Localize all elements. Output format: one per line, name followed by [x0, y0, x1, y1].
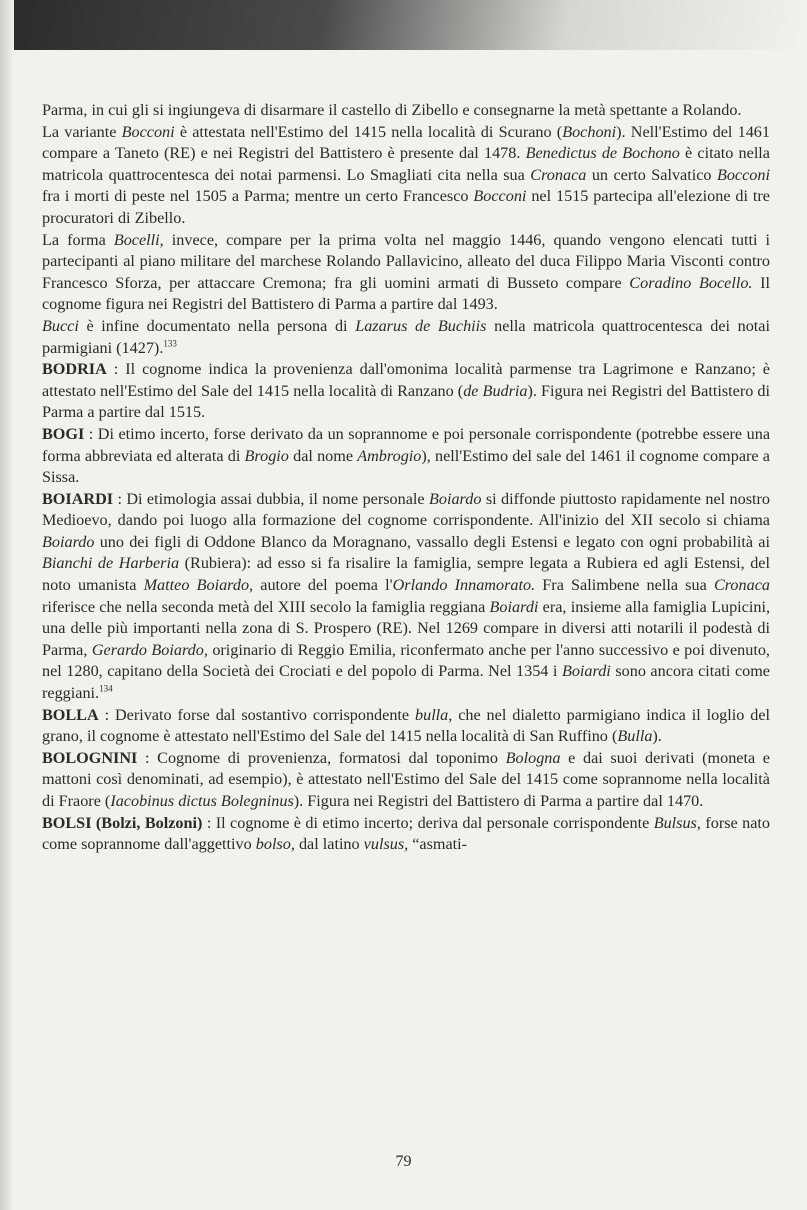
text-run: si diffonde piuttosto rapidamente nel nostro Medioevo, dando poi luogo alla formazione del cognome corrispondente. All'inizio del XII secolo si chiama [42, 489, 771, 530]
dictionary-entry [42, 813, 770, 856]
text-run: La forma [42, 230, 114, 249]
text-run: ). Nell'Estimo del 1461 compare a Taneto (RE) e nei Registri del Battistero è presente dal 1478. [42, 122, 770, 163]
text-run: Fra Salimbene nella sua [535, 576, 714, 595]
italic-term: Boiardo [428, 489, 482, 508]
entry-headword: BOGI [42, 424, 85, 443]
entry-headword: BOLOGNINI [42, 748, 138, 767]
italic-term: Boiardo [42, 532, 95, 551]
italic-term: vulsus, [363, 835, 409, 854]
entry-headword: BOLSI (Bolzi, Bolzoni) [42, 813, 203, 832]
entry-headword: BODRIA [42, 360, 107, 379]
italic-term: Boiardi [489, 597, 539, 616]
text-run: autore del poema l' [253, 576, 393, 595]
italic-term: Coradino Bocello. [629, 273, 753, 292]
text-run: che nel dialetto parmigiano indica il loglio del grano, il cognome è attestato nell'Estimo del Sale del 1415 nella località di San Ruffino ( [42, 705, 771, 746]
entry-headword: BOIARDI [42, 489, 114, 508]
scan-edge [0, 0, 14, 1210]
text-run: “asmati- [408, 835, 468, 854]
dictionary-entry [42, 489, 770, 705]
italic-term: Bocconi [473, 187, 527, 206]
entry-headword: BOLLA [42, 705, 99, 724]
italic-term: bulla, [415, 705, 453, 724]
text-run: è attestata nell'Estimo del 1415 nella località di Scurano ( [174, 122, 563, 141]
text-run: (Rubiera): ad esso si fa risalire la famiglia, sempre legata a Rubiera ed agli Estensi, del noto umanista [42, 554, 770, 595]
text-run: riferisce che nella seconda metà del XIII secolo la famiglia reggiana [42, 597, 490, 616]
text-run: originario di Reggio Emilia, riconfermato anche per l'anno successivo e poi divenuto, nel 1280, capitano della Società dei Crociati e del popolo di Parma. Nel 1354 i [42, 640, 770, 681]
text-run: era, insieme alla famiglia Lupicini, una delle più importanti nella zona di S. Prospero (RE). Nel 1269 compare in diversi atti notarili il podestà di Parma, [42, 597, 770, 659]
text-run: nel 1515 partecipa all'elezione di tre procuratori di Zibello. [42, 187, 770, 227]
dictionary-entry [42, 424, 770, 489]
text-run: un certo Salvatico [586, 165, 717, 184]
italic-term: Iacobinus dictus Bolegninus [110, 792, 294, 810]
italic-term: Bulsus, [653, 813, 701, 832]
text-run: La variante [42, 122, 122, 141]
intro-paragraph-3 [42, 230, 770, 316]
text-run: e dai suoi derivati (moneta e mattoni così denominati, ad esempio), è attestato nell'Estimo del Sale del 1415 come soprannome nella località di Fraore ( [42, 748, 770, 810]
italic-term: Ambrogio [357, 446, 422, 465]
italic-term: Bochoni [562, 122, 617, 141]
dictionary-entry [42, 748, 770, 813]
text-run: è infine documentato nella persona di [78, 316, 356, 335]
text-run: dal latino [294, 835, 364, 854]
text-run: ), nell'Estimo del sale del 1461 il cognome compare a Sissa. [42, 446, 770, 487]
italic-term: Cronaca [530, 165, 587, 184]
italic-term: Bocconi [121, 122, 175, 141]
intro-paragraph-1: Parma, in cui gli si ingiungeva di disarmare il castello di Zibello e consegnarne la metà spettante a Rolando. [42, 101, 742, 119]
intro-paragraph-2 [42, 122, 770, 230]
text-run: dal nome [288, 446, 358, 465]
italic-term: Benedictus de Bochono [525, 144, 680, 163]
italic-term: Lazarus de Buchiis [355, 316, 487, 335]
text-run: sono ancora citati come reggiani. [42, 662, 770, 703]
text-run: è citato nella matricola quattrocentesca dei notai parmensi. Lo Smagliati cita nella sua [42, 144, 770, 184]
text-run: : Di etimologia assai dubbia, il nome personale [113, 489, 429, 508]
text-run: uno dei figli di Oddone Blanco da Moragnano, vassallo degli Estensi e legato con ogni probabilità ai [94, 532, 770, 551]
italic-term: Gerardo Boiardo, [91, 640, 208, 659]
italic-term: bolso, [255, 835, 295, 854]
text-run: ). [652, 727, 662, 746]
text-run: : Il cognome è di etimo incerto; deriva dal personale corrispondente [202, 813, 654, 832]
intro-paragraph-4 [42, 316, 770, 359]
page-body [42, 100, 770, 856]
dictionary-entry [42, 705, 770, 748]
text-run: fra i morti di peste nel 1505 a Parma; mentre un certo Francesco [42, 187, 474, 206]
italic-term: Bologna [505, 748, 561, 767]
italic-term: Orlando Innamorato. [392, 576, 536, 595]
text-run: : Il cognome indica la provenienza dall'omonima località parmense tra Lagrimone e Ranzano; è attestato nell'Estimo del Sale del 1415 nella località di Ranzano ( [42, 360, 770, 400]
text-run: : Cognome di provenienza, formatosi dal toponimo [137, 748, 506, 767]
page-number: 79 [395, 1153, 412, 1170]
text-run: : Derivato forse dal sostantivo corrispondente [98, 705, 415, 724]
text-run: : Di etimo incerto, forse derivato da un soprannome e poi personale corrispondente (potrebbe essere una forma abbreviata ed alterata di [42, 424, 770, 465]
italic-term: Bulla [617, 727, 653, 746]
scan-shadow [0, 0, 807, 50]
italic-term: Bocconi [716, 165, 770, 184]
entry-list [42, 359, 770, 856]
text-run: Il cognome figura nei Registri del Battistero di Parma a partire dal 1493. [42, 273, 770, 314]
text-run: nella matricola quattrocentesca dei notai parmigiani (1427). [42, 316, 770, 357]
dictionary-entry [42, 359, 770, 424]
italic-term: Bianchi de Harberia [42, 554, 180, 573]
italic-term: Cronaca [713, 576, 770, 595]
footnote-ref: 133 [163, 338, 177, 349]
italic-term: Boiardi [561, 662, 611, 681]
text-run: ). Figura nei Registri del Battistero di Parma a partire dal 1515. [42, 381, 770, 422]
text-run: ). Figura nei Registri del Battistero di Parma a partire dal 1470. [293, 792, 704, 810]
text-run: forse nato come soprannome dall'aggettivo [42, 813, 770, 854]
italic-term: Brogio [244, 446, 289, 465]
footnote-ref: 134 [99, 683, 113, 694]
italic-term: Matteo Boiardo, [143, 576, 254, 595]
italic-term: Bucci [42, 316, 79, 335]
text-run: invece, compare per la prima volta nel maggio 1446, quando vengono elencati tutti i partecipanti al piano militare del marchese Rolando Pallavicino, alleato del duca Filippo Maria Visconti contro Francesco Sforza, per attaccare Cremona; fra gli uomini armati di Busseto compare [42, 230, 770, 292]
italic-term: Bocelli, [113, 230, 164, 249]
italic-term: de Budria [463, 381, 528, 400]
